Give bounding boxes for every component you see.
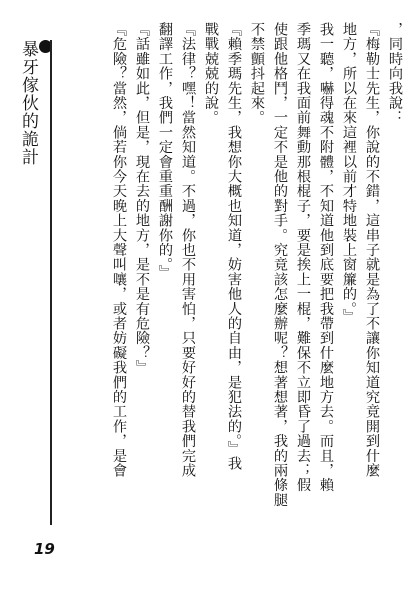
running-title-text: 暴牙傢伙的詭計 xyxy=(18,40,38,166)
text-line: 『危險？當然，倘若你今天晚上大聲叫嚷，或者妨礙我們的工作，是會 xyxy=(111,22,127,478)
text-line: 我一聽，嚇得魂不附體，不知道他到底要把我帶到什麼地方去。而且，賴 xyxy=(318,22,334,493)
text-line: 『賴季瑪先生，我想你大概也知道，妨害他人的自由，是犯法的。』我 xyxy=(226,22,242,471)
text-line: 『法律？嘿！當然知道。不過，你也不用害怕，只要好好的替我們完成 xyxy=(180,22,196,478)
page-number: 19 xyxy=(34,540,55,558)
text-line: 季瑪又在我面前舞動那根棍子，要是挨上一棍，難保不立即昏了過去；假 xyxy=(295,22,311,493)
text-line: 戰戰兢兢的說。 xyxy=(203,22,219,125)
text-line: 翻譯工作，我們一定會重重酬謝你的。』 xyxy=(157,22,173,280)
text-line: 地方，所以在來這裡以前才特地裝上窗簾的。』 xyxy=(341,22,357,324)
text-line: ，同時向我說： xyxy=(387,22,403,125)
running-title xyxy=(19,40,53,166)
text-line: 不禁顫抖起來。 xyxy=(249,22,265,125)
text-line: 『話雖如此，但是，現在去的地方，是不是有危險？』 xyxy=(134,22,150,375)
body-text xyxy=(58,22,406,532)
text-line: 使跟他格鬥，一定不是他的對手。究竟該怎麼辦呢？想著想著，我的兩條腿 xyxy=(272,22,288,508)
vertical-rule xyxy=(50,40,52,525)
text-line: 『梅勒士先生，你說的不錯，這串子就是為了不讓你知道究竟開到什麼 xyxy=(364,22,380,478)
